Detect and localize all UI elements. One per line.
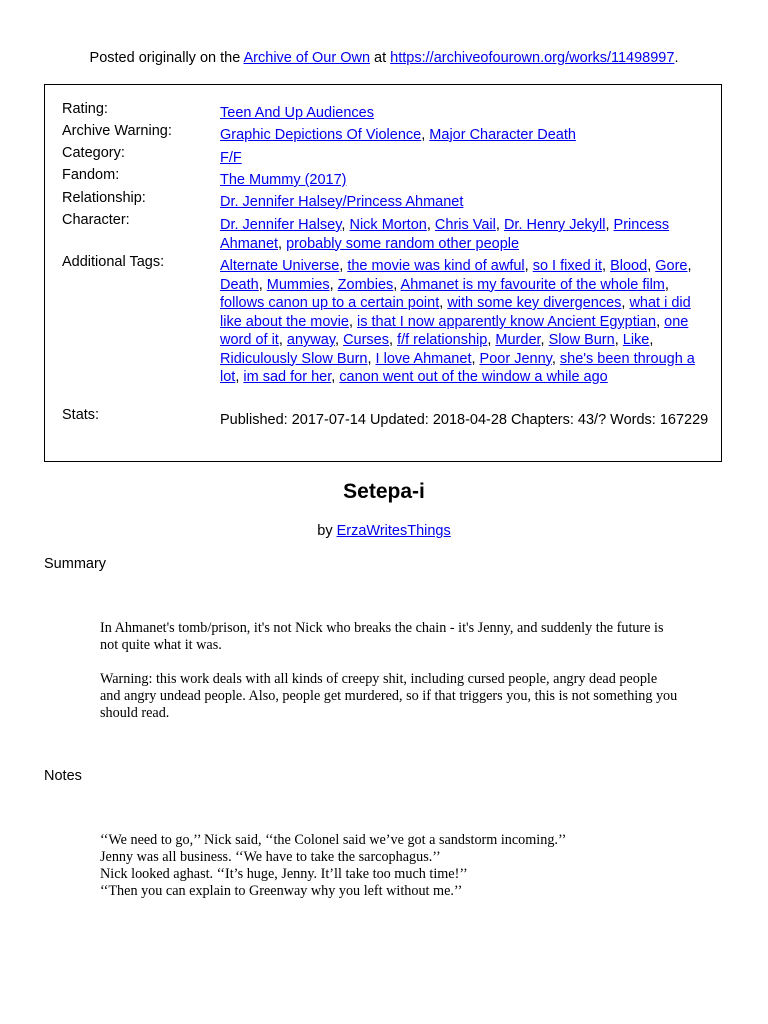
summary-paragraph: Warning: this work deals with all kinds of creepy shit, including cursed people, angry dead people and angry undead people. Also, people get murdered, so if that triggers you, this is not something you should read. [100,671,678,721]
tag-link[interactable]: Ahmanet is my favourite of the whole film [400,276,665,293]
archive-link[interactable]: Archive of Our Own [243,50,371,66]
tag-link[interactable]: I love Ahmanet [375,350,472,367]
work-url-link[interactable]: https://archiveofourown.org/works/11498997 [390,50,675,66]
tag-link[interactable]: Alternate Universe [220,258,340,274]
character-label: Character: [62,212,130,228]
tag-link[interactable]: she's been through a lot [220,350,695,385]
author-link[interactable]: ErzaWritesThings [336,523,451,539]
relationship-value [220,193,710,212]
summary-body [100,620,680,722]
notes-line: Jenny was all business. ‘‘We have to take the sarcophagus.’’ [100,849,441,865]
tag-link[interactable]: Dr. Henry Jekyll [503,217,606,233]
tag-link[interactable]: Like [622,332,650,348]
header-prefix: Posted originally on the [89,50,244,66]
tag-link[interactable]: Mummies [266,276,330,293]
category-value [220,149,710,168]
notes-line: ‘‘Then you can explain to Greenway why you left without me.’’ [100,883,463,899]
tag-link[interactable]: with some key divergences [447,295,622,311]
tag-link[interactable]: Dr. Jennifer Halsey/Princess Ahmanet [220,194,464,210]
tag-link[interactable]: Zombies [337,276,394,293]
notes-line: ‘‘We need to go,’’ Nick said, ‘‘the Colonel said we’ve got a sandstorm incoming.’’ [100,832,567,848]
tag-link[interactable]: Princess Ahmanet [220,217,670,252]
additional-tags-label: Additional Tags: [62,254,165,270]
additional-tags-value: Alternate Universe, the movie was kind of awful, so I fixed it, Blood, Gore, Death, Mummies, Zombies, Ahmanet is my favourite of the whole film, follows canon up to a certain point, with some key divergences, what i did like about the movie, is that I now apparently know Ancient Egyptian, one word of it, anyway, Curses, f/f relationship, Murder, Slow Burn, Like, Ridiculously Slow Burn, I love Ahmanet, Poor Jenny, she's been through a lot, im sad for her, canon went out of the window a while ago [220,258,695,385]
tag-link[interactable]: Murder [495,332,541,348]
tag-link[interactable]: Gore [655,258,688,274]
rating-value [220,104,710,123]
tag-link[interactable]: follows canon up to a certain point [220,295,440,311]
summary-heading: Summary [44,556,107,572]
tag-link[interactable]: Ridiculously Slow Burn [220,350,368,367]
by-prefix: by [317,523,337,539]
stats-value: Published: 2017-07-14 Updated: 2018-04-28 Chapters: 43/? Words: 167229 [220,412,709,428]
tag-link[interactable]: Major Character Death [429,127,576,143]
header-suffix: . [674,50,679,66]
tag-link[interactable]: anyway [286,332,335,348]
byline [0,521,768,541]
archive-warning-label: Archive Warning: [62,123,172,139]
tag-link[interactable]: Blood [610,258,648,274]
tag-link[interactable]: Nick Morton [349,217,427,233]
tag-link[interactable]: The Mummy (2017) [220,172,347,188]
rating-label: Rating: [62,101,108,117]
posted-originally-line [0,48,768,68]
tag-link[interactable]: Death [220,276,259,293]
tag-link[interactable]: Slow Burn [548,332,615,348]
fandom-label: Fandom: [62,167,120,183]
tag-link[interactable]: what i did like about the movie [220,295,691,330]
tag-link[interactable]: Dr. Jennifer Halsey [220,217,342,233]
tag-link[interactable]: Curses [343,332,389,348]
archive-warning-value: Graphic Depictions Of Violence, Major Character Death [220,127,576,143]
category-label: Category: [62,145,125,161]
tag-link[interactable]: so I fixed it [532,258,603,274]
notes-line: Nick looked aghast. ‘‘It’s huge, Jenny. It’ll take too much time!’’ [100,866,468,882]
character-value: Dr. Jennifer Halsey, Nick Morton, Chris Vail, Dr. Henry Jekyll, Princess Ahmanet, probably some random other people [220,217,670,252]
tag-link[interactable]: Poor Jenny [479,350,552,367]
notes-body [100,832,680,900]
tag-link[interactable]: Chris Vail [434,217,496,233]
work-title: Setepa-i [343,480,425,503]
relationship-label: Relationship: [62,190,146,206]
notes-heading: Notes [44,768,82,784]
tag-link[interactable]: f/f relationship [397,332,488,348]
header-middle: at [370,50,391,66]
work-metadata-box [44,84,722,462]
tag-link[interactable]: is that I now apparently know Ancient Egyptian [357,313,657,330]
tag-link[interactable]: Teen And Up Audiences [220,105,374,121]
tag-link[interactable]: one word of it [220,313,689,348]
tag-link[interactable]: im sad for her [243,369,332,385]
fandom-value [220,171,710,190]
summary-paragraph: In Ahmanet's tomb/prison, it's not Nick who breaks the chain - it's Jenny, and suddenly the future is not quite what it was. [100,620,664,653]
tag-link[interactable]: F/F [220,150,242,166]
tag-link[interactable]: the movie was kind of awful [347,258,525,274]
tag-link[interactable]: canon went out of the window a while ago [339,369,608,385]
tag-link[interactable]: Graphic Depictions Of Violence [220,127,422,143]
stats-label: Stats: [62,407,100,423]
tag-link[interactable]: probably some random other people [286,235,520,252]
